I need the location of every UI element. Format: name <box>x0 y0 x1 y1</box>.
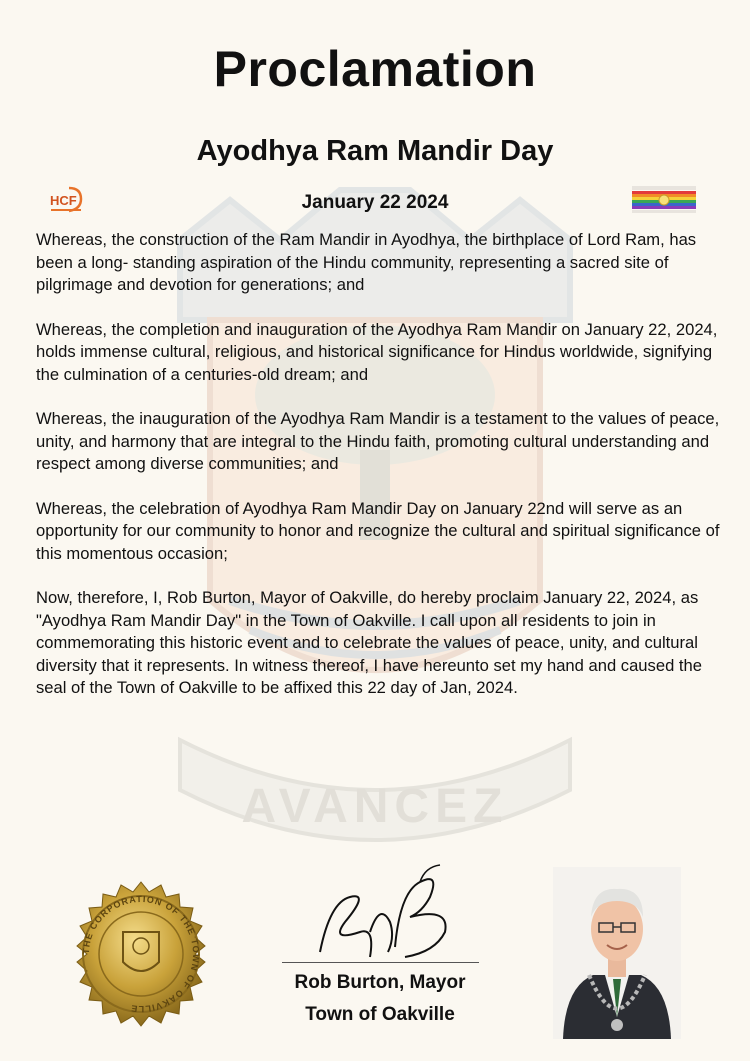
proclamation-date: January 22 2024 <box>301 192 449 213</box>
signer-name: Rob Burton, Mayor <box>294 972 466 993</box>
page-subtitle: Ayodhya Ram Mandir Day <box>196 135 554 167</box>
paragraph: Now, therefore, I, Rob Burton, Mayor of Oakville, do hereby proclaim January 22, 2024, as "Ayodhya Ram Mandir Day" in the Town of Oakville. I call upon all residents to join in commemorating this historic event and to celebrate the values of peace, unity, and cultural diversity that it represents. In witness thereof, I have hereunto set my hand and caused the seal of the Town of Oakville to be affixed this 22 day of Jan, 2024. <box>36 588 702 697</box>
hcf-logo-icon <box>47 185 91 215</box>
proclamation-body <box>36 229 722 722</box>
signer-office: Town of Oakville <box>305 1004 455 1025</box>
mayor-portrait-icon <box>553 867 681 1039</box>
paragraph: Whereas, the completion and inauguration of the Ayodhya Ram Mandir on January 22, 2024, holds immense cultural, religious, and historical significance for Hindus worldwide, signifying the culmination of a centuries-old dream; and <box>36 319 718 384</box>
watermark-motto: AVANCEZ <box>241 780 509 833</box>
seal-text: THE CORPORATION OF THE TOWN OF OAKVILLE <box>80 893 202 1015</box>
gold-seal-icon <box>67 880 215 1028</box>
signature-line <box>282 962 479 963</box>
rainbow-flag-logo-icon <box>632 186 696 213</box>
paragraph: Whereas, the construction of the Ram Mandir in Ayodhya, the birthplace of Lord Ram, has been a long- standing aspiration of the Hindu community, representing a sacred site of pilgrimage and devotion for generations; and <box>36 230 697 294</box>
hcf-logo-text: HCF <box>50 193 77 208</box>
paragraph: Whereas, the inauguration of the Ayodhya Ram Mandir is a testament to the values of peace, unity, and harmony that are integral to the Hindu faith, promoting cultural understanding and respect among diverse communities; and <box>36 409 720 473</box>
page-title: Proclamation <box>213 41 537 97</box>
handwritten-signature-icon <box>300 862 480 967</box>
paragraph: Whereas, the celebration of Ayodhya Ram Mandir Day on January 22nd will serve as an opportunity for our community to honor and recognize the cultural and spiritual significance of this momentous occasion; <box>36 498 720 563</box>
